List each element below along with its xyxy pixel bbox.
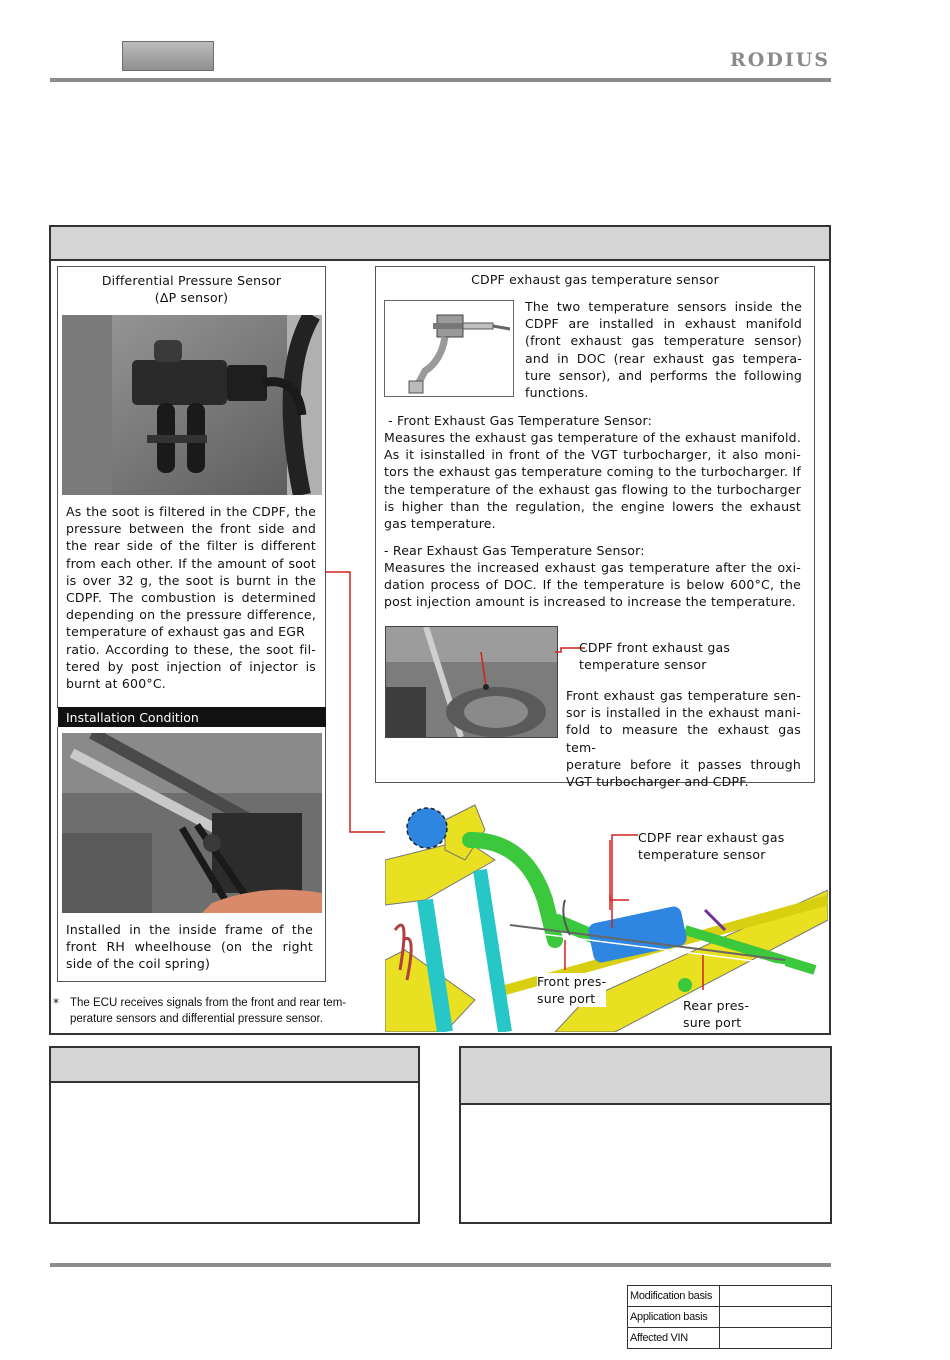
bottom-right-panel-heading xyxy=(461,1048,830,1105)
rear-port-line: Rear pres- xyxy=(683,998,750,1013)
installation-photo xyxy=(62,733,322,913)
footnote-line: perature sensors and differential pressure sensor. xyxy=(70,1013,323,1025)
front-photo-label-line: temperature sensor xyxy=(579,657,707,673)
temp-sensor-title-box xyxy=(375,266,815,293)
front-desc-line: tors the exhaust gas temperature coming to the turbocharger. If xyxy=(384,464,801,480)
bottom-left-panel-heading xyxy=(51,1048,418,1083)
table-row xyxy=(628,1307,832,1328)
front-pressure-port-label xyxy=(537,973,606,1007)
rear-sensor-heading: - Rear Exhaust Gas Temperature Sensor: xyxy=(384,543,645,558)
installation-line: side of the coil spring) xyxy=(66,956,211,972)
installation-description xyxy=(66,921,313,973)
front-desc-line: As it isinstalled in front of the VGT turbocharger, it also moni- xyxy=(384,447,801,463)
footnote-text xyxy=(70,995,390,1027)
rear-sensor-label xyxy=(638,829,784,863)
modification-table xyxy=(627,1285,832,1349)
dp-desc-line: tered by post injection of injector is xyxy=(66,658,316,674)
bottom-left-panel xyxy=(49,1046,420,1224)
front-desc-line: Measures the exhaust gas temperature of the exhaust manifold. xyxy=(384,430,801,445)
rear-sensor-description xyxy=(384,559,801,611)
dp-sensor-title-line1: Differential Pressure Sensor xyxy=(101,273,282,288)
dp-sensor-photo xyxy=(62,315,322,495)
affected-vin-value xyxy=(720,1328,832,1349)
dp-desc-line: CDPF. The combustion is determined xyxy=(66,590,316,606)
modification-basis-label: Modification basis xyxy=(628,1286,720,1307)
temp-intro-line: The two temperature sensors inside the xyxy=(525,299,802,314)
installation-line: Installed in the inside frame of the xyxy=(66,922,313,937)
temp-intro-line: functions. xyxy=(525,385,589,401)
rear-sensor-label-line: temperature sensor xyxy=(638,847,766,863)
footnote-line: The ECU receives signals from the front and rear tem- xyxy=(70,997,347,1009)
temp-intro-line: and in DOC (rear exhaust gas tempera- xyxy=(525,350,802,366)
front-photo-desc-line: Front exhaust gas temperature sen- xyxy=(566,688,801,703)
dp-desc-line: temperature of exhaust gas and EGR xyxy=(66,624,305,640)
rear-port-line: sure port xyxy=(683,1015,742,1031)
rear-desc-line: dation process of DOC. If the temperature is below 600°C, the xyxy=(384,577,801,593)
front-photo-label xyxy=(579,639,730,673)
temp-intro-line: (front exhaust gas temperature sensor) xyxy=(525,333,802,349)
brand-logo: RODIUS xyxy=(730,49,830,71)
front-desc-line: the temperature of the exhaust gas flowing to the turbocharger xyxy=(384,481,801,497)
front-desc-line: is higher than the regulation, the engine lowers the exhaust xyxy=(384,498,801,514)
bottom-right-panel xyxy=(459,1046,832,1224)
rear-sensor-leader-line xyxy=(610,833,640,933)
dp-desc-line: burnt at 600°C. xyxy=(66,676,166,692)
application-basis-value xyxy=(720,1307,832,1328)
dp-desc-line: the rear side of the filter is different xyxy=(66,538,316,554)
temp-sensor-intro xyxy=(525,298,802,401)
front-sensor-heading: - Front Exhaust Gas Temperature Sensor: xyxy=(384,413,653,428)
header-rule xyxy=(50,78,831,82)
temp-intro-line: ture sensor), and performs the following xyxy=(525,367,802,383)
installation-line: front RH wheelhouse (on the right xyxy=(66,939,313,955)
dp-sensor-title-line2: (ΔP sensor) xyxy=(154,290,229,306)
dp-sensor-title-box xyxy=(57,266,326,311)
footnote-marker: * xyxy=(53,996,59,1010)
front-photo-label-line: CDPF front exhaust gas xyxy=(579,640,731,655)
rear-pressure-port-label xyxy=(683,997,749,1031)
main-panel-heading-bar xyxy=(51,227,829,261)
rear-sensor-label-line: CDPF rear exhaust gas xyxy=(638,830,785,845)
front-desc-line: gas temperature. xyxy=(384,516,496,532)
temp-intro-line: CDPF are installed in exhaust manifold xyxy=(525,316,802,332)
front-port-line: Front pres- xyxy=(537,974,607,989)
rear-desc-line: post injection amount is increased to increase the temperature. xyxy=(384,594,796,610)
front-photo-desc-line: fold to measure the exhaust gas tem- xyxy=(566,722,801,755)
installation-condition-label: Installation Condition xyxy=(58,707,326,728)
dp-desc-line: pressure between the front side and xyxy=(66,521,316,537)
table-row xyxy=(628,1328,832,1349)
front-photo-desc-line: sor is installed in the exhaust mani- xyxy=(566,705,801,721)
front-port-line: sure port xyxy=(537,991,596,1007)
dp-sensor-description xyxy=(66,503,316,692)
table-row xyxy=(628,1286,832,1307)
header-tab xyxy=(122,41,214,71)
dp-desc-line: As the soot is filtered in the CDPF, the xyxy=(66,504,316,519)
dp-desc-line: from each other. If the amount of soot xyxy=(66,555,316,571)
footer-rule xyxy=(50,1263,831,1267)
dp-desc-line: ratio. According to these, the soot fil- xyxy=(66,641,316,657)
front-photo-desc-line: perature before it passes through xyxy=(566,756,801,772)
rear-desc-line: Measures the increased exhaust gas temperature after the oxi- xyxy=(384,560,801,575)
front-photo-desc-line: VGT turbocharger and CDPF. xyxy=(566,774,749,790)
modification-basis-value xyxy=(720,1286,832,1307)
dp-desc-line: depending on the pressure difference, xyxy=(66,607,316,623)
application-basis-label: Application basis xyxy=(628,1307,720,1328)
front-photo-description xyxy=(566,687,801,790)
dp-desc-line: is over 32 g, the soot is burnt in the xyxy=(66,572,316,588)
temp-sensor-title: CDPF exhaust gas temperature sensor xyxy=(471,272,719,287)
front-sensor-description xyxy=(384,429,801,532)
affected-vin-label: Affected VIN xyxy=(628,1328,720,1349)
temp-sensor-photo xyxy=(384,300,514,397)
